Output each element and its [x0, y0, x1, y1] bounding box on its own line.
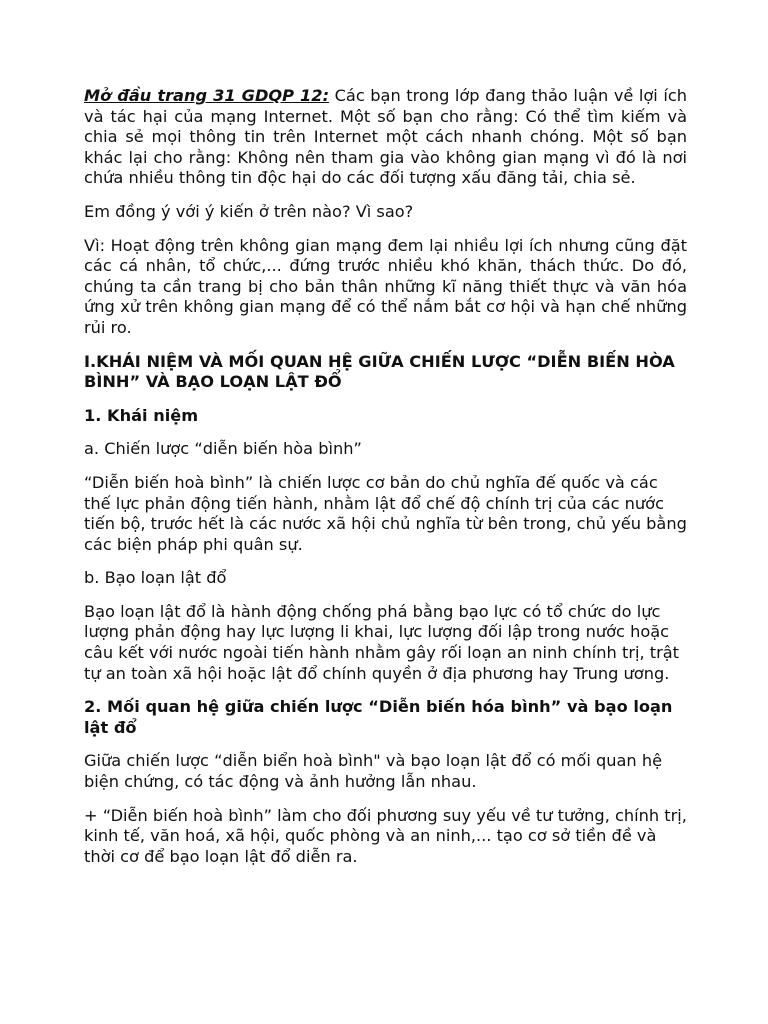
item-a-paragraph: “Diễn biến hoà bình” là chiến lược cơ bản do chủ nghĩa đế quốc và các thế lực phản động tiến hành, nhằm lật đổ chế độ chính trị của các nước tiến bộ, trước hết là các nước xã hội chủ nghĩa từ bên trong, chủ yếu bằng các biện pháp phi quân sự.: [84, 472, 687, 554]
subheading-concepts: 1. Khái niệm: [84, 405, 199, 425]
answer-paragraph: Vì: Hoạt động trên không gian mạng đem lại nhiều lợi ích nhưng cũng đặt các cá nhân, tổ chức,... đứng trước nhiều khó khăn, thách thức. Do đó, chúng ta cần trang bị cho bản thân những kĩ năng thiết thực và văn hóa ứng xử trên không gian mạng để có thể nắm bắt cơ hội và hạn chế những rủi ro.: [84, 235, 687, 337]
document-page: [84, 86, 687, 880]
relationship-point: + “Diễn biến hoà bình” làm cho đối phương suy yếu về tư tưởng, chính trị, kinh tế, văn hoá, xã hội, quốc phòng và an ninh,... tạo cơ sở tiền đề và thời cơ để bạo loạn lật đổ diễn ra.: [84, 805, 687, 866]
item-b-title: b. Bạo loạn lật đổ: [84, 568, 227, 588]
relationship-paragraph: Giữa chiến lược “diễn biển hoà bình" và bạo loạn lật đổ có mối quan hệ biện chứng, có tác động và ảnh hưởng lẫn nhau.: [84, 751, 663, 792]
item-b-paragraph: Bạo loạn lật đổ là hành động chống phá bằng bạo lực có tổ chức do lực lượng phản động hay lực lượng li khai, lực lượng đối lập trong nước hoặc câu kết với nước ngoài tiến hành nhằm gây rối loạn an ninh chính trị, trật tự an toàn xã hội hoặc lật đổ chính quyền ở địa phương hay Trung ương.: [84, 601, 680, 683]
intro-text: Các bạn trong lớp đang thảo luận về lợi ích và tác hại của mạng Internet. Một số bạn cho rằng: Có thể tìm kiếm và chia sẻ mọi thông tin trên Internet một cách nhanh chóng. Một số bạn khác lại cho rằng: Không nên tham gia vào không gian mạng vì đó là nơi chứa nhiều thông tin độc hại do các đối tượng xấu đăng tải, chia sẻ.: [84, 86, 687, 188]
section-1-heading: I.KHÁI NIỆM VÀ MỐI QUAN HỆ GIỮA CHIẾN LƯỢC “DIỄN BIẾN HÒA BÌNH” VÀ BẠO LOẠN LẬT ĐỔ: [84, 351, 675, 392]
subheading-relationship: 2. Mối quan hệ giữa chiến lược “Diễn biến hóa bình” và bạo loạn lật đổ: [84, 697, 673, 737]
question-paragraph: Em đồng ý với ý kiến ở trên nào? Vì sao?: [84, 201, 414, 221]
intro-paragraph: [84, 86, 687, 189]
item-a-title: a. Chiến lược “diễn biến hòa bình”: [84, 439, 362, 459]
intro-label: Mở đầu trang 31 GDQP 12:: [84, 86, 330, 105]
